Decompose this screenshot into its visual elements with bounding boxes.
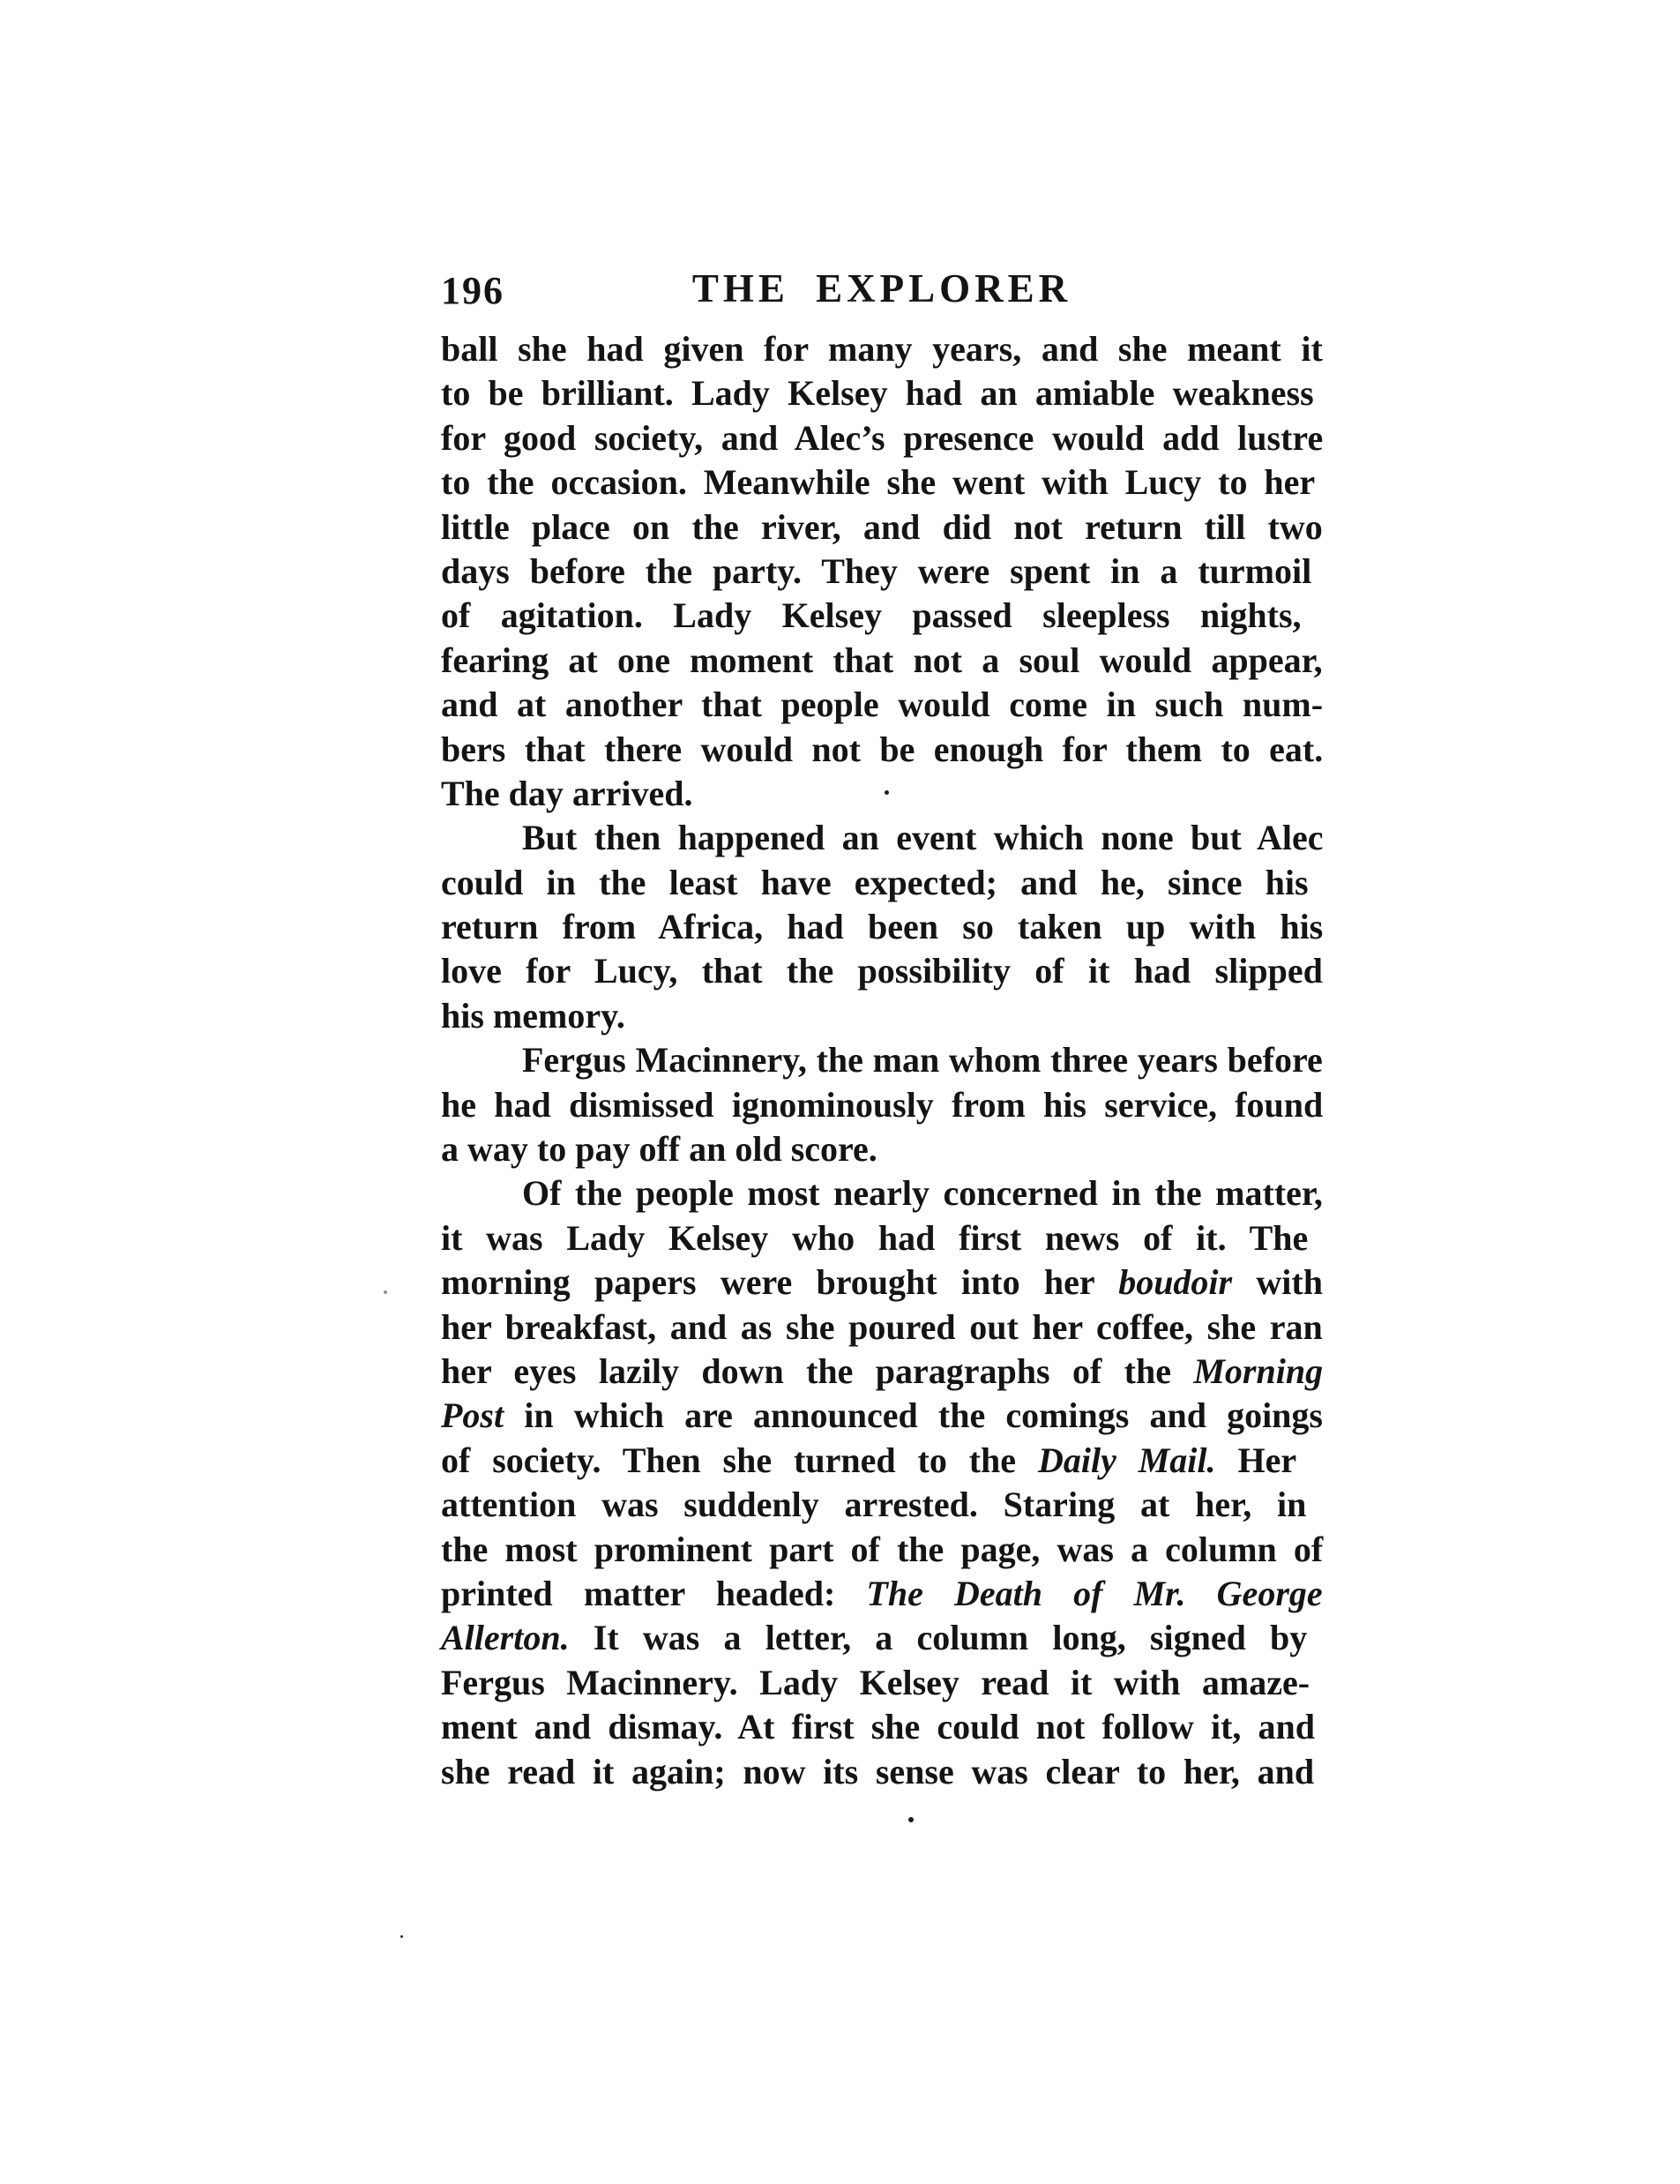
text-line — [441, 728, 1323, 772]
text-segment: his memory. — [441, 995, 625, 1036]
text-line — [441, 1483, 1323, 1527]
line-content — [441, 728, 1323, 772]
text-line — [441, 460, 1323, 505]
text-line — [441, 327, 1323, 371]
text-segment: could in the least have expected; and he, since his — [441, 862, 1309, 902]
line-content — [441, 639, 1323, 683]
text-line — [441, 1394, 1323, 1438]
text-segment: little place on the river, and did not return till two — [441, 506, 1323, 547]
line-content — [482, 816, 1323, 860]
text-segment: for good society, and Alec’s presence would add lustre — [441, 417, 1324, 458]
text-line — [441, 1127, 1323, 1171]
page-number: 196 — [441, 269, 504, 312]
text-segment: to the occasion. Meanwhile she went with Lucy to her — [441, 462, 1316, 503]
line-content — [441, 994, 625, 1038]
italic-text: Allerton. — [441, 1618, 570, 1658]
text-line — [441, 416, 1323, 460]
text-segment: he had dismissed ignominously from his service, found — [441, 1084, 1324, 1125]
line-content — [441, 505, 1323, 550]
text-line — [441, 1305, 1323, 1350]
text-line — [441, 1661, 1323, 1705]
line-content — [441, 1661, 1310, 1705]
ink-speck — [400, 1935, 403, 1938]
text-segment: Fergus Macinnery, the man whom three years before — [522, 1040, 1323, 1081]
italic-text: Morning — [1193, 1350, 1324, 1391]
text-segment: of society. Then she turned to the — [441, 1440, 1038, 1480]
text-line — [441, 816, 1323, 860]
text-line — [441, 639, 1323, 683]
running-title: THE EXPLORER — [691, 266, 1072, 310]
text-line — [441, 1616, 1323, 1660]
line-content — [441, 772, 693, 816]
text-segment: the most prominent part of the page, was a column of — [441, 1529, 1324, 1569]
line-content — [441, 550, 1311, 594]
text-segment: love for Lucy, that the possibility of it had slipped — [441, 951, 1323, 991]
text-segment: she read it again; now its sense was clear to her, and — [441, 1751, 1315, 1791]
text-line — [441, 1528, 1323, 1572]
text-line — [441, 1083, 1323, 1127]
text-segment: fearing at one moment that not a soul would appear, — [441, 639, 1323, 680]
line-content — [441, 1616, 1307, 1660]
line-content — [441, 861, 1309, 905]
text-segment: The day arrived. — [441, 773, 693, 813]
line-content — [441, 949, 1323, 993]
text-segment: return from Africa, had been so taken up with his — [441, 907, 1324, 947]
line-content — [441, 1305, 1323, 1350]
ink-speck — [384, 1290, 387, 1294]
text-line — [441, 505, 1323, 550]
text-segment: ment and dismay. At first she could not follow it, and — [441, 1707, 1316, 1747]
text-line — [441, 594, 1323, 638]
text-line — [441, 772, 1323, 816]
italic-text: boudoir — [1118, 1262, 1233, 1303]
text-line — [441, 861, 1323, 905]
line-content — [482, 1038, 1323, 1082]
text-segment: days before the party. They were spent in a turmoil — [441, 550, 1312, 591]
text-line — [441, 1572, 1323, 1616]
text-segment: to be brilliant. Lady Kelsey had an amiable weakness — [441, 373, 1314, 414]
text-line — [441, 550, 1323, 594]
line-content — [441, 1350, 1323, 1394]
text-segment: of agitation. Lady Kelsey passed sleepless nights, — [441, 595, 1302, 636]
text-segment: ball she had given for many years, and she meant it — [441, 329, 1323, 369]
text-segment: her eyes lazily down the paragraphs of the — [441, 1350, 1194, 1391]
ink-speck — [908, 1817, 914, 1822]
text-line — [441, 1260, 1323, 1305]
text-segment: in which are announced the comings and goings — [504, 1395, 1323, 1436]
text-segment: printed matter headed: — [441, 1573, 867, 1613]
text-line — [441, 1439, 1323, 1483]
text-line — [441, 683, 1323, 727]
text-line — [441, 371, 1323, 415]
page-text — [441, 327, 1323, 1794]
line-content — [441, 1439, 1296, 1483]
text-segment: attention was suddenly arrested. Staring at her, in — [441, 1485, 1307, 1525]
text-segment: Fergus Macinnery. Lady Kelsey read it with amaze- — [441, 1662, 1310, 1702]
text-segment: Her — [1215, 1440, 1297, 1480]
text-line — [441, 1171, 1323, 1215]
text-segment: it was Lady Kelsey who had first news of it. The — [441, 1217, 1309, 1258]
text-segment: bers that there would not be enough for them to eat. — [441, 729, 1324, 769]
text-segment: It was a letter, a column long, signed by — [569, 1618, 1308, 1658]
italic-text: Daily Mail. — [1037, 1440, 1216, 1480]
line-content — [441, 1528, 1323, 1572]
text-segment: a way to pay off an old score. — [441, 1129, 877, 1170]
line-content — [441, 1260, 1323, 1305]
line-content — [441, 371, 1314, 415]
line-content — [441, 594, 1302, 638]
text-line — [441, 1216, 1323, 1260]
line-content — [441, 416, 1323, 460]
text-segment: her breakfast, and as she poured out her coffee, she ran — [441, 1306, 1323, 1347]
text-line — [441, 994, 1323, 1038]
line-content — [441, 1394, 1323, 1438]
text-segment: with — [1232, 1262, 1323, 1303]
line-content — [441, 1572, 1323, 1616]
text-line — [441, 1038, 1323, 1082]
line-content — [441, 1750, 1314, 1794]
line-content — [441, 327, 1323, 371]
line-content — [441, 683, 1323, 727]
text-line — [441, 949, 1323, 993]
line-content — [441, 1083, 1323, 1127]
line-content — [441, 1127, 877, 1171]
line-content — [441, 1216, 1308, 1260]
line-content — [441, 460, 1315, 505]
text-segment: But then happened an event which none but Alec — [522, 818, 1324, 858]
line-content — [482, 1171, 1323, 1215]
text-segment: Of the people most nearly concerned in the matter, — [522, 1173, 1323, 1214]
text-segment: morning papers were brought into her — [441, 1262, 1119, 1303]
italic-text: Post — [441, 1395, 504, 1436]
page-header — [441, 266, 1323, 311]
text-line — [441, 905, 1323, 949]
text-line — [441, 1750, 1323, 1794]
italic-text: The Death of Mr. George — [866, 1573, 1323, 1613]
ink-speck — [885, 790, 889, 795]
text-line — [441, 1705, 1323, 1749]
line-content — [441, 1483, 1306, 1527]
line-content — [441, 1705, 1315, 1749]
line-content — [441, 905, 1323, 949]
text-segment: and at another that people would come in such num- — [441, 684, 1324, 725]
text-line — [441, 1350, 1323, 1394]
